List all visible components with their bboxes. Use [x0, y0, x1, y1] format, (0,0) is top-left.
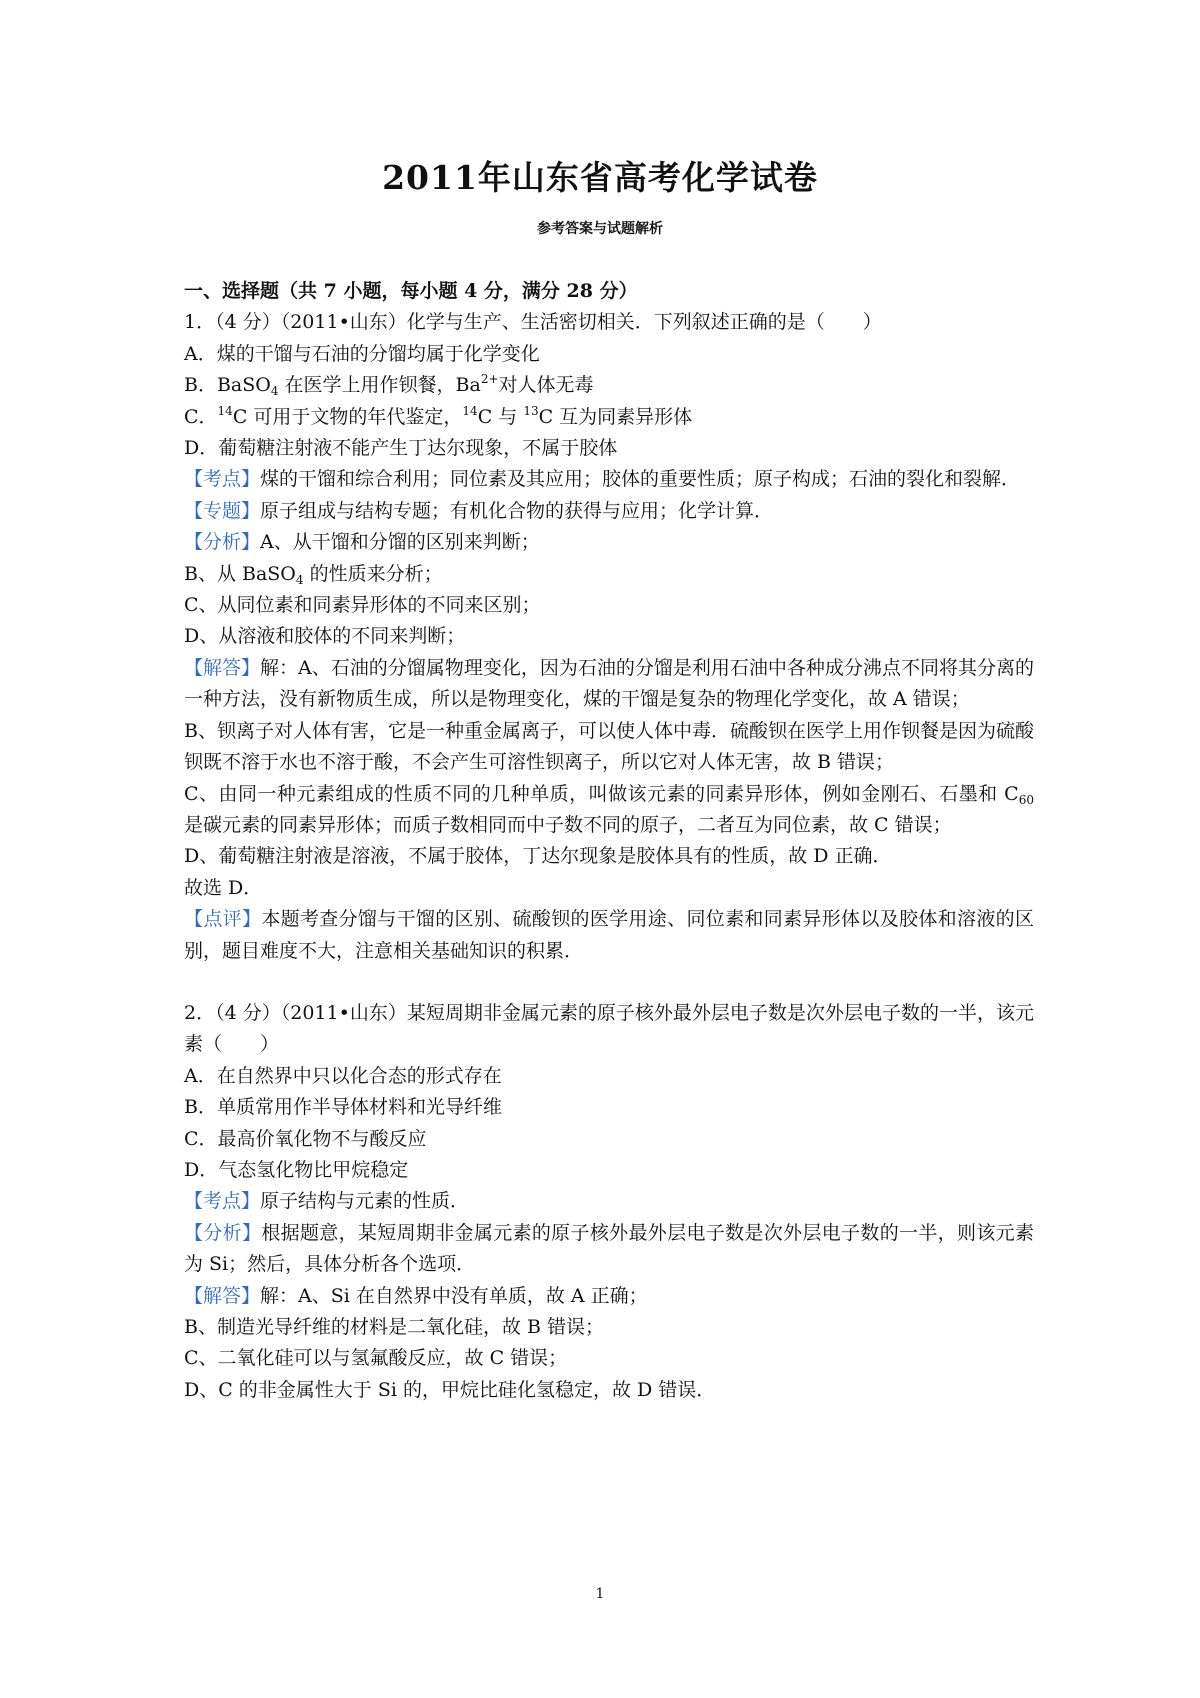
page-title: 2011年山东省高考化学试卷: [382, 158, 818, 197]
kaodian-tag: 【考点】: [184, 1190, 261, 1213]
option-d: D．气态氢化物比甲烷稳定: [184, 1158, 409, 1181]
fenxi-tag: 【分析】: [184, 531, 261, 554]
fenxi-line-b: B、从 BaSO$_4$ 的性质来分析；: [184, 562, 443, 587]
option-a: A．在自然界中只以化合态的形式存在: [184, 1064, 502, 1087]
jieda-line-c: C、二氧化硅可以与氢氟酸反应，故 C 错误；: [184, 1347, 568, 1370]
option-c: C．$^{14}$C 可用于文物的年代鉴定，$^{14}$C 与 $^{13}$C 互为同素异形体: [184, 403, 693, 428]
conclusion: 故选 D．: [184, 876, 263, 899]
question-2: [184, 998, 1034, 1406]
fenxi-tag: 【分析】: [184, 1221, 262, 1244]
question-stem: 2．（4 分）（2011•山东）某短周期非金属元素的原子核外最外层电子数是次外层电子数的一半，该元素（ ）: [184, 1001, 1034, 1056]
zhuanti-tag: 【专题】: [184, 499, 261, 522]
jieda-paragraph-c: C、由同一种元素组成的性质不同的几种单质，叫做该元素的同素异形体，例如金刚石、石墨和 $C_{60}$ 是碳元素的同素异形体；而质子数相同而中子数不同的原子，二者互为同位素，故 C 错误；: [184, 782, 1034, 836]
zhuanti-section: 【专题】原子组成与结构专题；有机化合物的获得与应用；化学计算．: [184, 499, 774, 522]
question-spacer: [184, 967, 1034, 998]
option-c: C．最高价氧化物不与酸反应: [184, 1127, 427, 1150]
question-stem: 1．（4 分）（2011•山东）化学与生产、生活密切相关．下列叙述正确的是（ ）: [184, 311, 882, 334]
page-number: 1: [595, 1586, 605, 1602]
fenxi-line-d: D、从溶液和胶体的不同来判断；: [184, 625, 466, 648]
jieda-section: 【解答】解：A、石油的分馏属物理变化，因为石油的分馏是利用石油中各种成分沸点不同将其分离的一种方法，没有新物质生成，所以是物理变化，煤的干馏是复杂的物理化学变化，故 A 错误；: [184, 656, 1034, 711]
section-heading: 一、选择题（共 7 小题，每小题 4 分，满分 28 分）: [184, 280, 638, 302]
option-a: A．煤的干馏与石油的分馏均属于化学变化: [184, 342, 540, 365]
jieda-tag: 【解答】: [184, 656, 261, 679]
jieda-line-b: B、制造光导纤维的材料是二氧化硅，故 B 错误；: [184, 1316, 605, 1338]
dianping-section: 【点评】本题考查分馏与干馏的区别、硫酸钡的医学用途、同位素和同素异形体以及胶体和溶液的区别，题目难度不大，注意相关基础知识的积累．: [184, 908, 1034, 962]
fenxi-section: 【分析】A、从干馏和分馏的区别来判断；: [184, 531, 540, 554]
page-subtitle: 参考答案与试题解析: [537, 221, 663, 237]
question-1: [184, 307, 1034, 967]
kaodian-section: 【考点】煤的干馏和综合利用；同位素及其应用；胶体的重要性质；原子构成；石油的裂化和裂解．: [184, 468, 1021, 491]
jieda-section: 【解答】解：A、Si 在自然界中没有单质，故 A 正确；: [184, 1284, 648, 1307]
jieda-paragraph-d: D、葡萄糖注射液是溶液，不属于胶体，丁达尔现象是胶体具有的性质，故 D 正确．: [184, 845, 892, 868]
document-body: [184, 276, 1034, 1406]
fenxi-line-c: C、从同位素和同素异形体的不同来区别；: [184, 594, 541, 617]
jieda-line-d: D、C 的非金属性大于 Si 的，甲烷比硅化氢稳定，故 D 错误．: [184, 1378, 716, 1401]
option-b: B．BaSO$_4$ 在医学上用作钡餐，$Ba^{2+}$对人体无毒: [184, 372, 594, 399]
fenxi-section: 【分析】根据题意，某短周期非金属元素的原子核外最外层电子数是次外层电子数的一半，则该元素为 Si；然后，具体分析各个选项．: [184, 1221, 1034, 1276]
option-d: D．葡萄糖注射液不能产生丁达尔现象，不属于胶体: [184, 437, 618, 460]
jieda-tag: 【解答】: [184, 1284, 261, 1307]
dianping-tag: 【点评】: [184, 908, 262, 931]
kaodian-section: 【考点】原子结构与元素的性质．: [184, 1190, 470, 1213]
option-b: B．单质常用作半导体材料和光导纤维: [184, 1096, 502, 1119]
jieda-paragraph-b: B、钡离子对人体有害，它是一种重金属离子，可以使人体中毒．硫酸钡在医学上用作钡餐是因为硫酸钡既不溶于水也不溶于酸，不会产生可溶性钡离子，所以它对人体无害，故 B 错误；: [184, 719, 1034, 774]
kaodian-tag: 【考点】: [184, 468, 261, 491]
